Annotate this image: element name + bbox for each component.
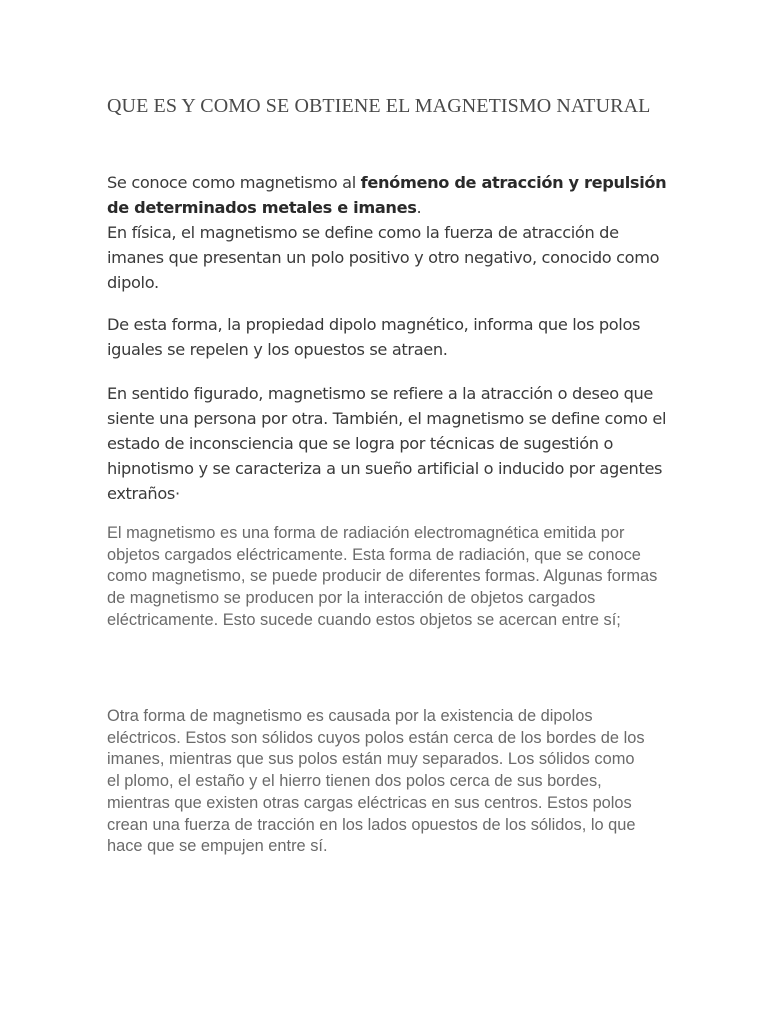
paragraph-definition <box>107 170 667 295</box>
paragraph-definition-bold: fenómeno de atracción y repulsión de determinados metales e imanes <box>107 173 667 217</box>
paragraph-definition-intro: Se conoce como magnetismo al <box>107 173 361 192</box>
paragraph-radiation: El magnetismo es una forma de radiación electromagnética emitida por objetos cargados eléctricamente. Esta forma de radiación, que se conoce como magnetismo, se puede producir de diferentes formas. Algunas formas de magnetismo se producen por la interacción de objetos cargados eléctricamente. Esto sucede cuando estos objetos se acercan entre sí; <box>107 524 658 629</box>
paragraph-electric-dipoles: Otra forma de magnetismo es causada por la existencia de dipolos eléctricos. Estos son sólidos cuyos polos están cerca de los bordes de los imanes, mientras que sus polos están muy separados. Los sólidos como el plomo, el estaño y el hierro tienen dos polos cerca de sus bordes, mientras que existen otras cargas eléctricas en sus centros. Estos polos crean una fuerza de tracción en los lados opuestos de los sólidos, lo que hace que se empujen entre sí. <box>107 707 645 856</box>
paragraph-definition-physics: En física, el magnetismo se define como la fuerza de atracción de imanes que presentan un polo positivo y otro negativo, conocido como dipolo. <box>107 223 660 292</box>
document-title: QUE ES Y COMO SE OBTIENE EL MAGNETISMO NATURAL <box>107 95 651 117</box>
paragraph-figurative: En sentido figurado, magnetismo se refiere a la atracción o deseo que siente una persona por otra. También, el magnetismo se define como el estado de inconsciencia que se logra por técnicas de sugestión o hipnotismo y se caracteriza a un sueño artificial o inducido por agentes extraños· <box>107 384 667 503</box>
paragraph-dipole: De esta forma, la propiedad dipolo magnético, informa que los polos iguales se repelen y los opuestos se atraen. <box>107 315 641 359</box>
paragraph-definition-end: . <box>416 198 422 217</box>
